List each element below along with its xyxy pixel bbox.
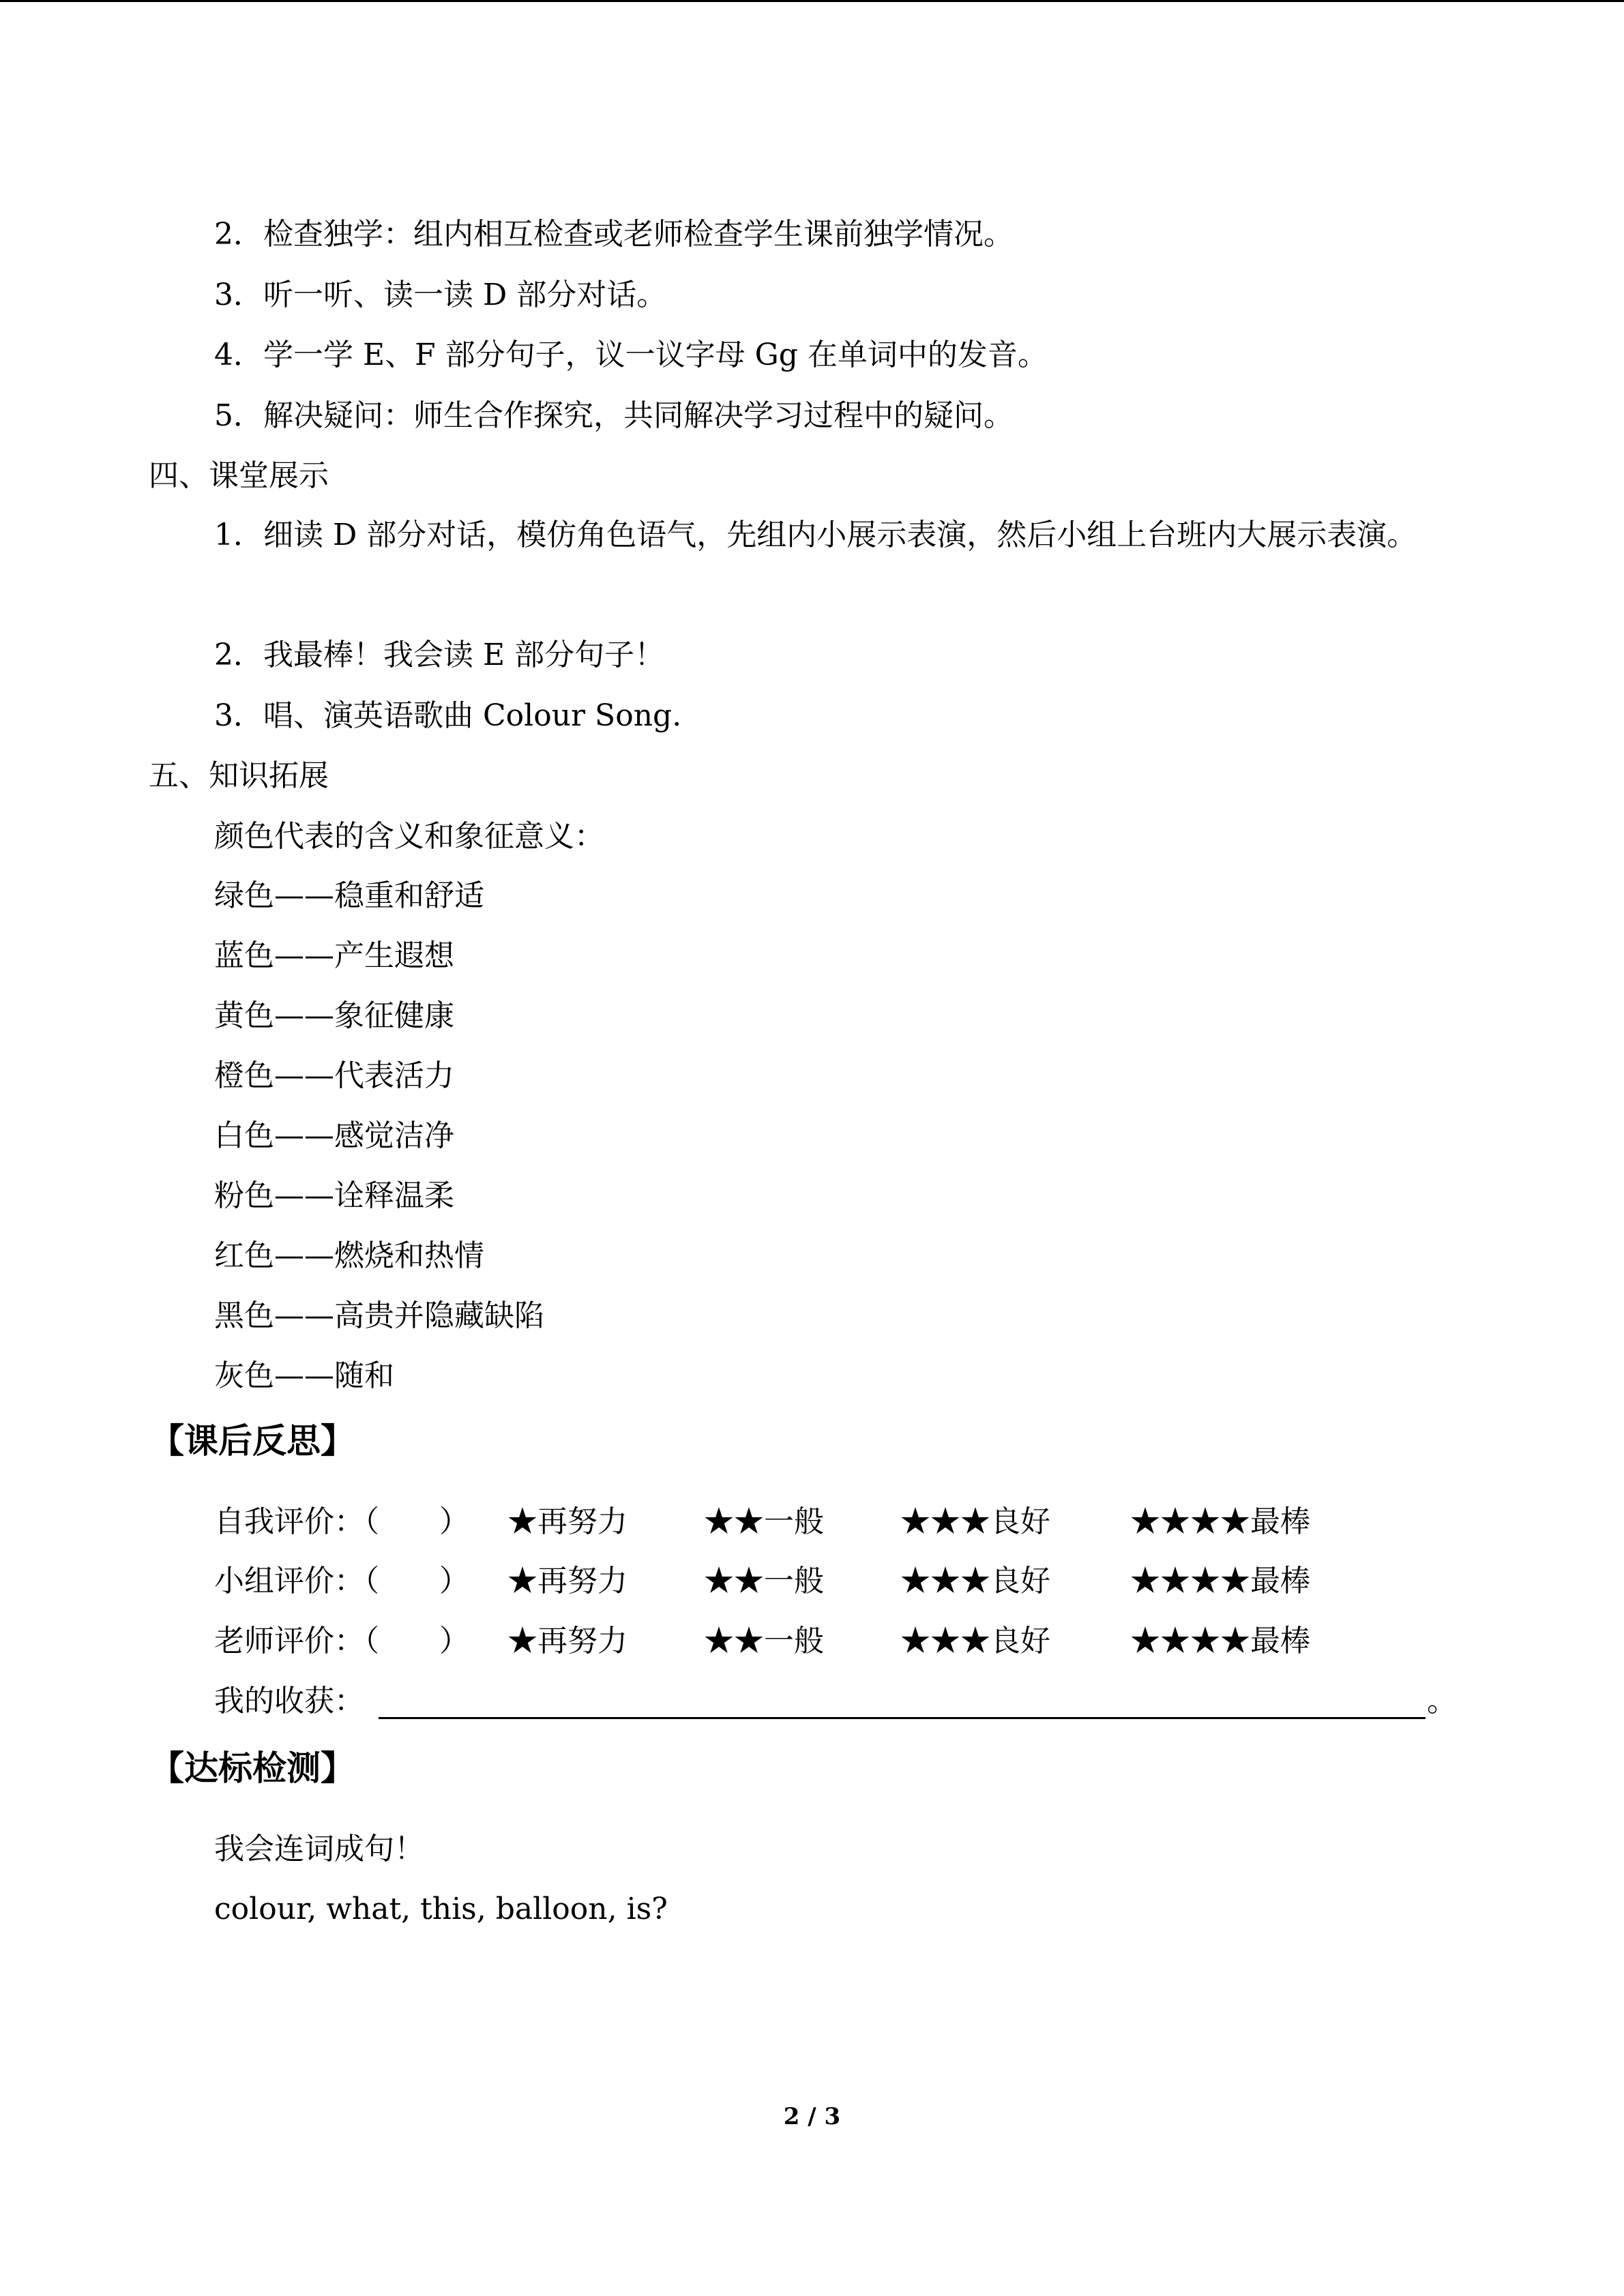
- section-4-item-3: 3．唱、演英语歌曲 Colour Song.: [214, 698, 682, 733]
- self-evaluation-label: 自我评价：（ ）: [214, 1504, 469, 1539]
- section-5-heading: 五、知识拓展: [149, 758, 329, 793]
- rating-best: ★★★★最棒: [1130, 1564, 1310, 1598]
- assessment-instruction: 我会连词成句！: [214, 1832, 424, 1866]
- rating-best: ★★★★最棒: [1130, 1624, 1310, 1658]
- page-top-border: [0, 0, 1624, 2]
- assessment-question: colour, what, this, balloon, is?: [214, 1892, 668, 1926]
- color-meaning-yellow: 黄色——象征健康: [214, 998, 454, 1033]
- rating-average: ★★一般: [704, 1624, 824, 1658]
- color-meaning-blue: 蓝色——产生遐想: [214, 938, 454, 973]
- color-meaning-green: 绿色——稳重和舒适: [214, 878, 484, 913]
- rating-try-harder: ★再努力: [507, 1624, 628, 1658]
- color-meaning-black: 黑色——高贵并隐藏缺陷: [214, 1298, 544, 1333]
- section-4-item-2: 2．我最棒！我会读 E 部分句子！: [214, 638, 665, 672]
- step-5-resolve-questions: 5．解决疑问：师生合作探究，共同解决学习过程中的疑问。: [214, 398, 1014, 433]
- step-2-check-self-study: 2．检查独学：组内相互检查或老师检查学生课前独学情况。: [214, 217, 1014, 252]
- teacher-evaluation-label: 老师评价：（ ）: [214, 1624, 469, 1658]
- rating-try-harder: ★再努力: [507, 1504, 628, 1539]
- rating-good: ★★★良好: [900, 1504, 1050, 1539]
- color-meaning-red: 红色——燃烧和热情: [214, 1238, 484, 1273]
- reflection-heading: 【课后反思】: [150, 1421, 355, 1461]
- step-3-listen-read: 3．听一听、读一读 D 部分对话。: [214, 278, 667, 312]
- page-number: 2 / 3: [783, 2103, 841, 2130]
- rating-best: ★★★★最棒: [1130, 1504, 1310, 1539]
- harvest-label: 我的收获：: [214, 1684, 364, 1718]
- section-4-heading: 四、课堂展示: [149, 458, 329, 493]
- rating-average: ★★一般: [704, 1504, 824, 1539]
- color-meaning-pink: 粉色——诠释温柔: [214, 1178, 454, 1213]
- colors-intro: 颜色代表的含义和象征意义：: [214, 819, 604, 854]
- rating-good: ★★★良好: [900, 1564, 1050, 1598]
- rating-average: ★★一般: [704, 1564, 824, 1598]
- harvest-end-mark: 。: [1427, 1684, 1457, 1718]
- color-meaning-white: 白色——感觉洁净: [214, 1118, 454, 1153]
- group-evaluation-label: 小组评价：（ ）: [214, 1564, 469, 1598]
- harvest-blank-line: [379, 1717, 1426, 1719]
- section-4-item-1: 1．细读 D 部分对话，模仿角色语气，先组内小展示表演，然后小组上台班内大展示表演。: [214, 518, 1417, 552]
- step-4-learn-sentences: 4．学一学 E、F 部分句子，议一议字母 Gg 在单词中的发音。: [214, 338, 1048, 372]
- color-meaning-gray: 灰色——随和: [214, 1358, 394, 1393]
- color-meaning-orange: 橙色——代表活力: [214, 1058, 454, 1093]
- rating-try-harder: ★再努力: [507, 1564, 628, 1598]
- rating-good: ★★★良好: [900, 1624, 1050, 1658]
- assessment-heading: 【达标检测】: [150, 1748, 355, 1788]
